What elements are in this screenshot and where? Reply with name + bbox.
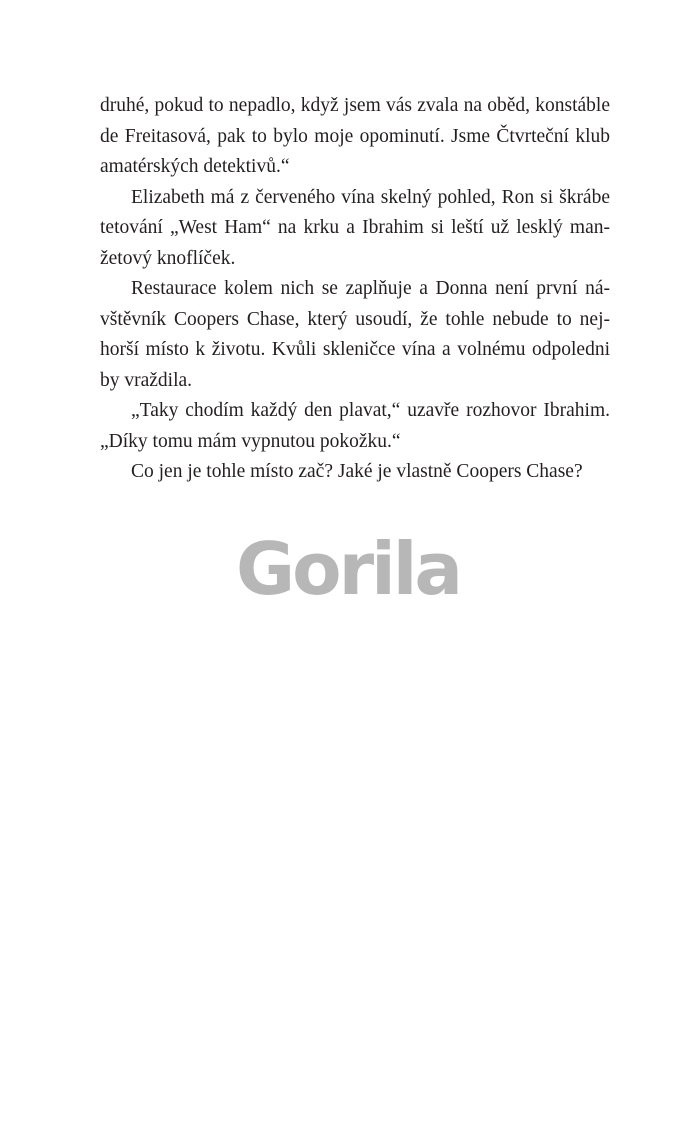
paragraph-start-line: Elizabeth má z červeného vína skelný pohled, Ron si škrábe: [131, 186, 610, 208]
paragraph-start-line: Restaurace kolem nich se zaplňuje a Donna není první ná-: [131, 278, 610, 299]
text-line: „Díky tomu mám vypnutou pokožku.“: [100, 430, 401, 452]
text-line: žetový knoflíček.: [100, 247, 236, 269]
paragraph-start-line: „Taky chodím každý den plavat,“ uzavře rozhovor Ibrahim.: [131, 400, 610, 421]
body-text: [100, 91, 610, 488]
text-line: druhé, pokud to nepadlo, když jsem vás zvala na oběd, konstáble: [100, 95, 610, 116]
paragraph-start-line: Co jen je tohle místo zač? Jaké je vlastně Coopers Chase?: [131, 461, 583, 482]
text-line: de Freitasová, pak to bylo moje opominutí. Jsme Čtvrteční klub: [100, 125, 610, 147]
gorila-watermark-logo: Gorila: [236, 527, 461, 611]
text-line: by vraždila.: [100, 369, 193, 391]
text-line: tetování „West Ham“ na krku a Ibrahim si leští už lesklý man-: [100, 217, 610, 238]
text-line: amatérských detektivů.“: [100, 156, 290, 177]
text-line: vštěvník Coopers Chase, který usoudí, že tohle nebude to nej-: [100, 308, 610, 330]
text-line: horší místo k životu. Kvůli skleničce vína a volnému odpoledni: [100, 339, 610, 360]
